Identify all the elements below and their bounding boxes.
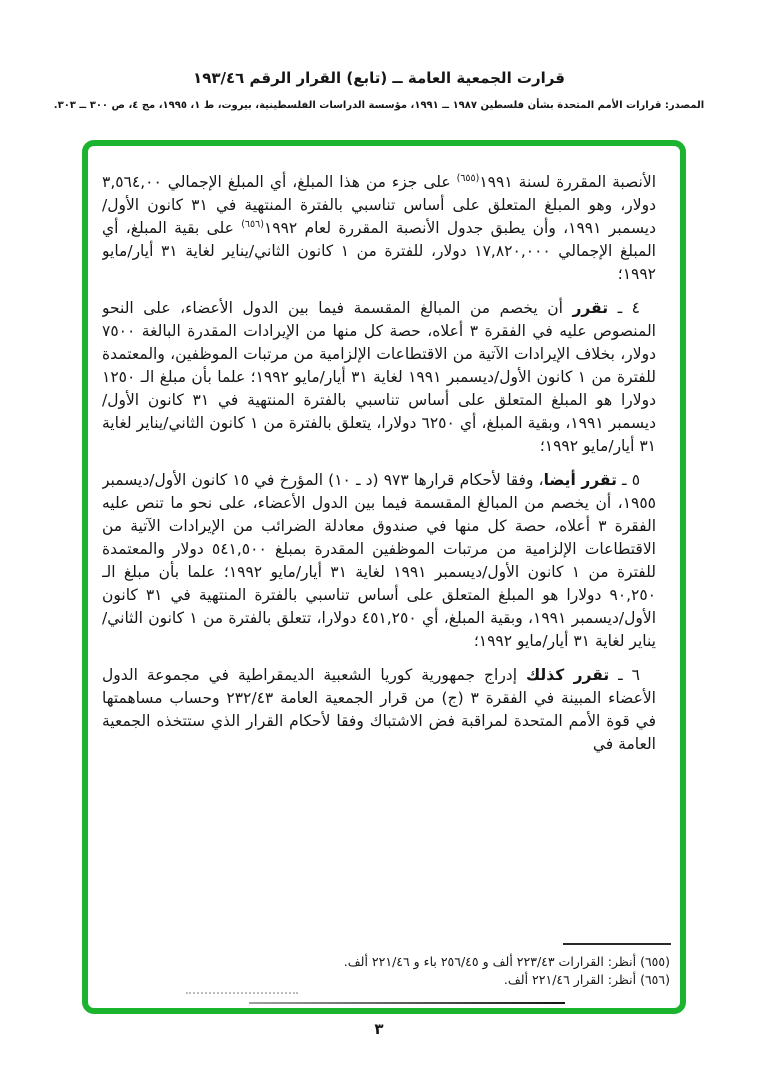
scan-artifact-faint-line: [186, 992, 298, 994]
paragraph: ٥ ـ تقرر أيضا، وفقا لأحكام قرارها ٩٧٣ (د ـ ١٠) المؤرخ في ١٥ كانون الأول/ديسمبر ١٩٥٥، أن يخصم من المبالغ المقسمة فيما بين الدول الأعضاء، على نحو ما تنص عليه الفقرة ٣ أعلاه، حصة كل منها في صندوق معادلة الضرائب من الإيرادات الآتية من الاقتطاعات الإلزامية من مرتبات الموظفين المقدرة بمبلغ ٥٤١,٥٠٠ دولار والمعتمدة للفترة من ١ كانون الأول/ديسمبر ١٩٩١ لغاية ٣١ أيار/مايو ١٩٩٢؛ علما بأن مبلغ الـ ٩٠,٢٥٠ دولارا هو المبلغ المتعلق على أساس تناسبي بالفترة المنتهية في ٣١ كانون الأول/ديسمبر ١٩٩١، وبقية المبلغ، أي ٤٥١,٢٥٠ دولارا، تتعلق بالفترة من ١ كانون الثاني/يناير لغاية ٣١ أيار/مايو ١٩٩٢؛: [102, 471, 656, 650]
footnote-list: [170, 953, 670, 988]
document-body: [102, 171, 656, 939]
header-title: قرارت الجمعية العامة ــ (تابع) القرار الرقم ١٩٣/٤٦: [193, 69, 565, 87]
page-number: ٣: [374, 1020, 384, 1038]
scan-artifact-dark-line: [249, 1002, 565, 1004]
paragraph: ٤ ـ تقرر أن يخصم من المبالغ المقسمة فيما بين الدول الأعضاء، على النحو المنصوص عليه في الفقرة ٣ أعلاه، حصة كل منها من الإيرادات المقدرة البالغة ٧٥٠٠ دولار، بخلاف الإيرادات الآتية من الاقتطاعات الإلزامية من مرتبات الموظفين، والمعتمدة للفترة من ١ كانون الأول/ديسمبر ١٩٩١ لغاية ٣١ أيار/مايو ١٩٩٢؛ علما بأن مبلغ الـ ١٢٥٠ دولارا هو المبلغ المتعلق على أساس تناسبي بالفترة المنتهية في ٣١ كانون الأول/ديسمبر ١٩٩١، وبقية المبلغ، أي ٦٢٥٠ دولارا، يتعلق بالفترة من ١ كانون الثاني/يناير لغاية ٣١ أيار/مايو ١٩٩٢؛: [102, 299, 656, 455]
footnote: (٦٥٥) أنظر: القرارات ٢٢٣/٤٣ ألف و ٢٥٦/٤٥ باء و ٢٢١/٤٦ ألف.: [343, 954, 670, 969]
paragraph: ٦ ـ تقرر كذلك إدراج جمهورية كوريا الشعبية الديمقراطية في مجموعة الدول الأعضاء المبينة في الفقرة ٣ (ج) من قرار الجمعية العامة ٢٣٢/٤٣ وحساب مساهمتها في قوة الأمم المتحدة لمراقبة فض الاشتباك وفقا لأحكام القرار الذي ستتخذه الجمعية العامة في: [102, 666, 656, 753]
footnote-reference: (٦٥٥): [456, 172, 480, 184]
paragraph: الأنصبة المقررة لسنة ١٩٩١$^{(٦٥٥)}$ على جزء من هذا المبلغ، أي المبلغ الإجمالي ٣,٥٦٤,٠٠ دولار، وهو المبلغ المتعلق على أساس تناسبي بالفترة المنتهية في ٣١ كانون الأول/ديسمبر ١٩٩١، وأن يطبق جدول الأنصبة المقررة لعام ١٩٩٢$^{(٦٥٦)}$ على بقية المبلغ، أي المبلغ الإجمالي ١٧,٨٢٠,٠٠٠ دولار، للفترة من ١ كانون الثاني/يناير لغاية ٣١ أيار/مايو ١٩٩٢؛: [102, 172, 656, 283]
header-source: المصدر: قرارات الأمم المتحدة بشأن فلسطين ١٩٨٧ ــ ١٩٩١، مؤسسة الدراسات الفلسطينية، بيروت، ط ١، ١٩٩٥، مج ٤، ص ٣٠٠ ــ ٣٠٣.: [53, 100, 705, 111]
footnote: (٦٥٦) أنظر: القرار ٢٢١/٤٦ ألف.: [503, 971, 670, 987]
footnote-separator: [563, 943, 671, 945]
footnote-reference: (٦٥٦): [241, 218, 264, 230]
